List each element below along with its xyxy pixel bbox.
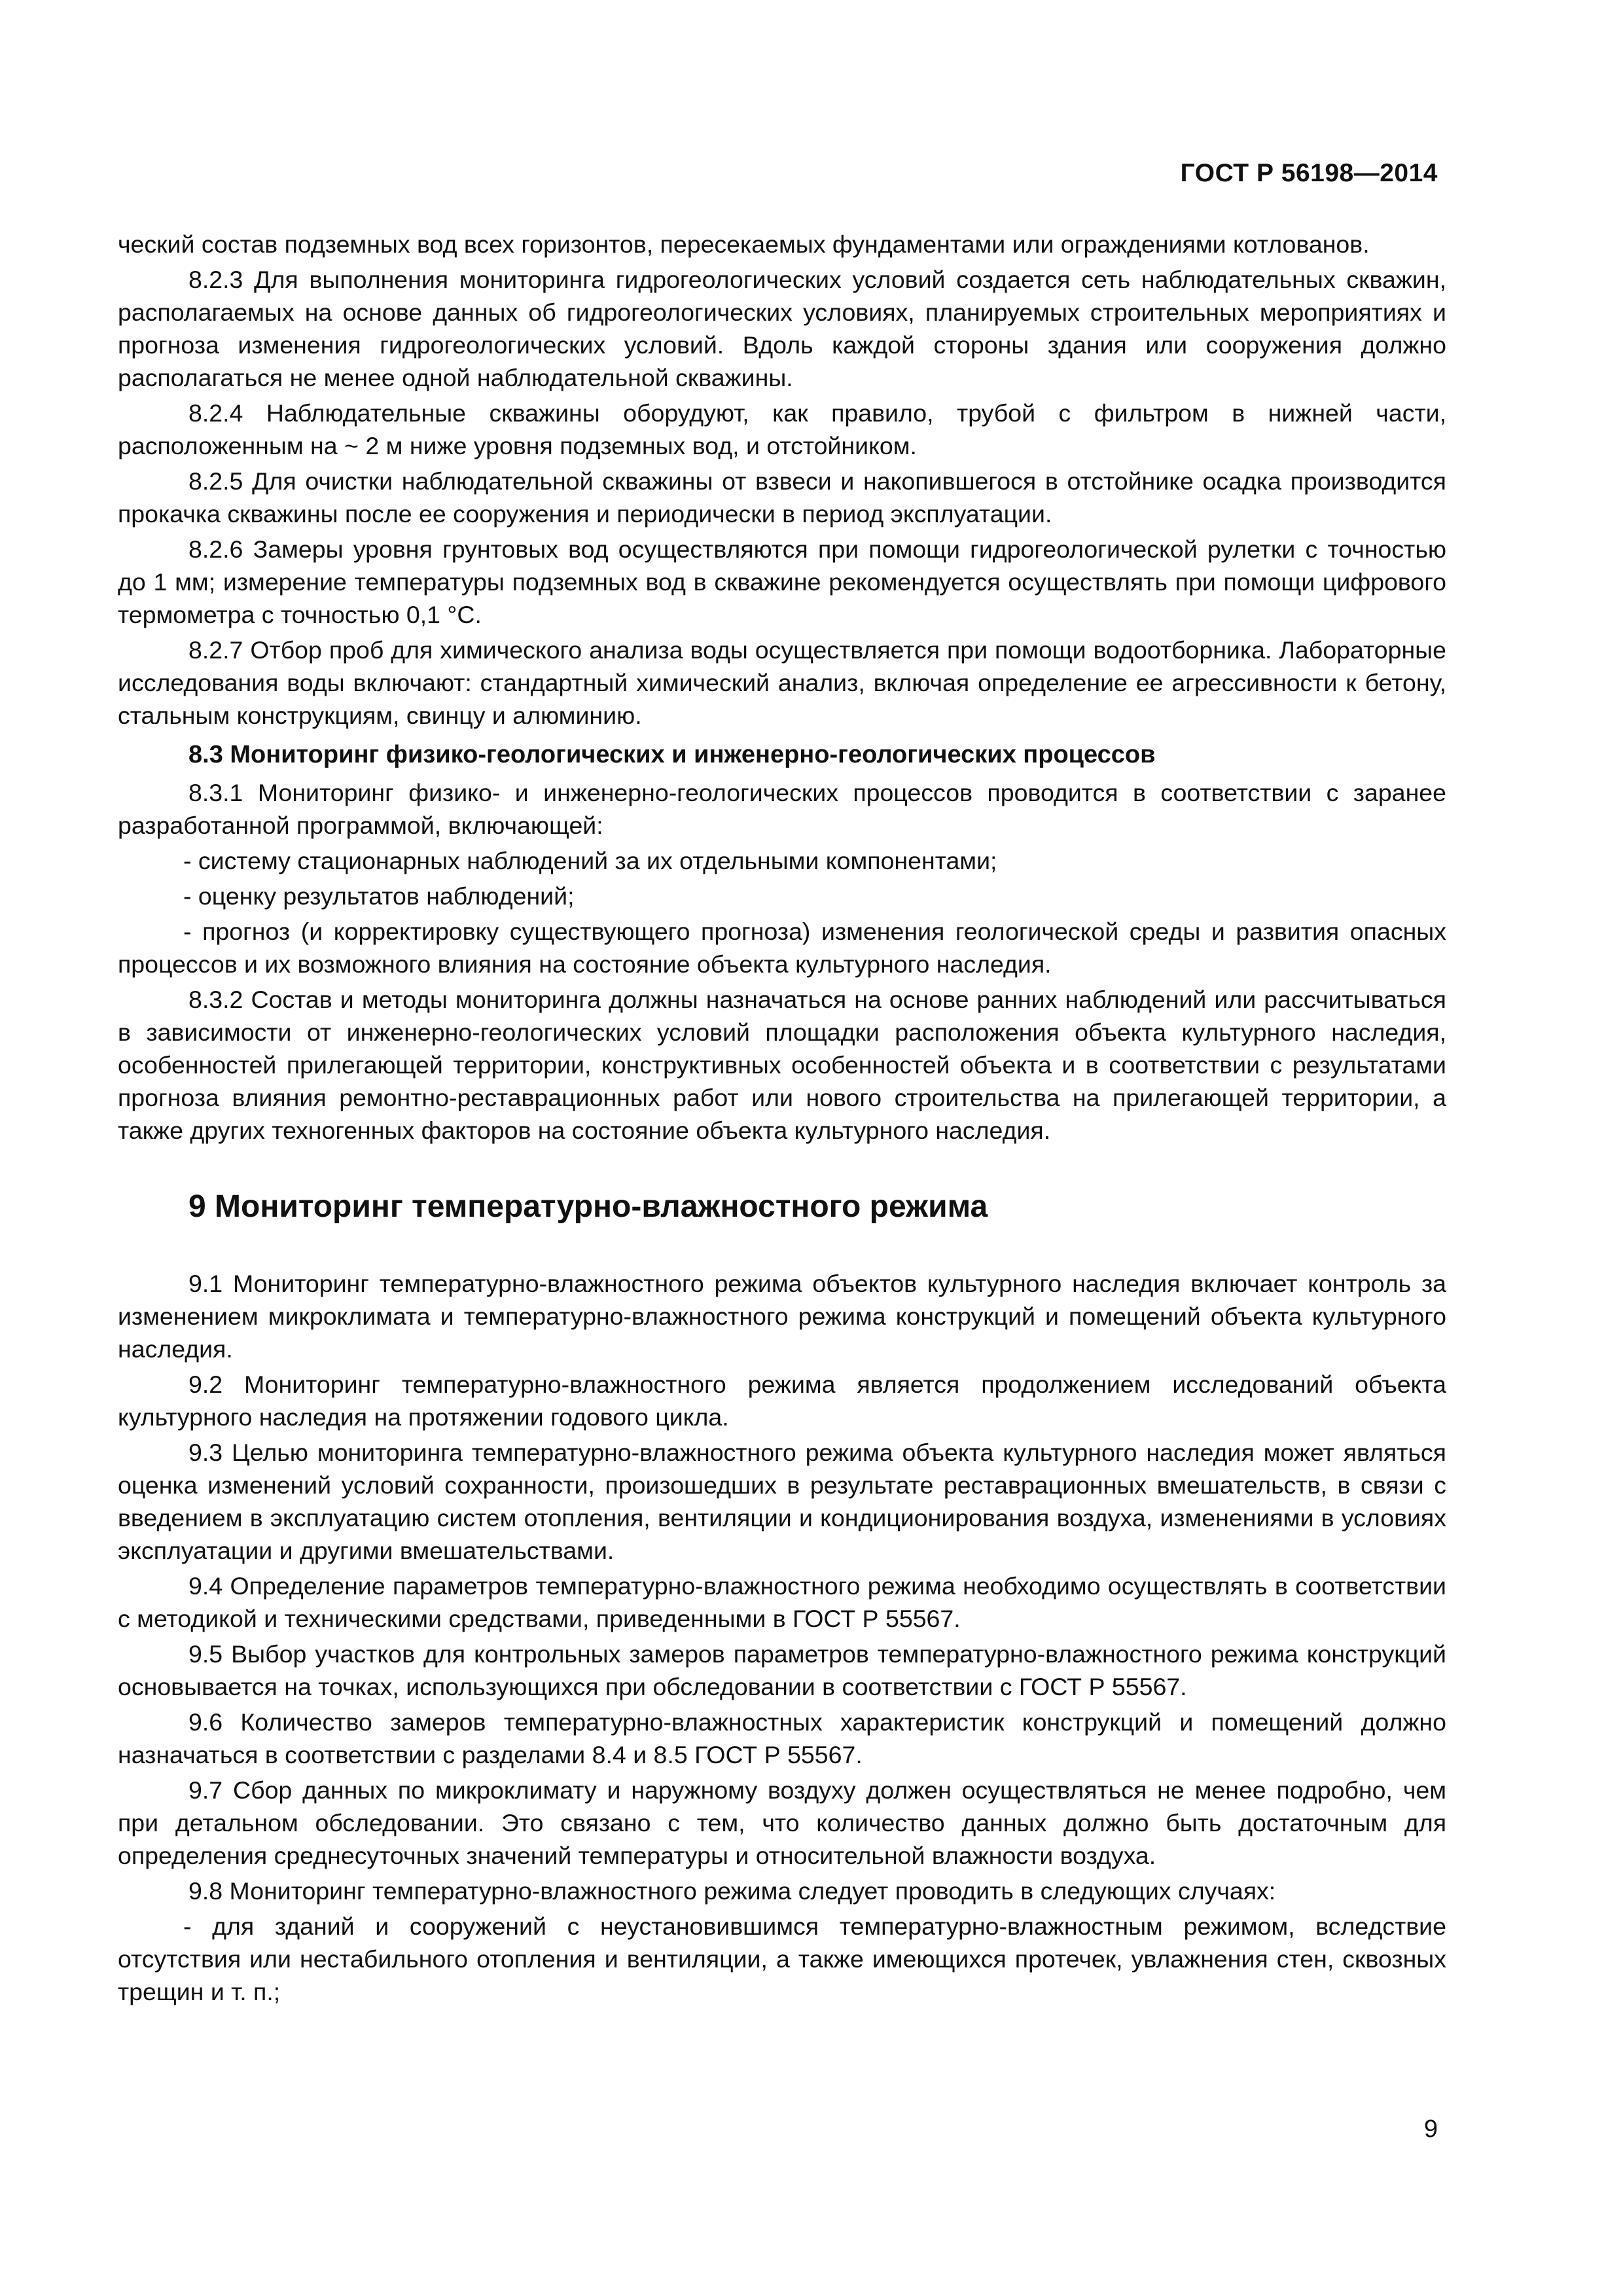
- paragraph-8-2-7: 8.2.7 Отбор проб для химического анализа воды осуществляется при помощи водоотборника. Лабораторные исследования воды включают: стандартный химический анализ, включая определение ее агрессивности к бетону, стальным конструкциям, свинцу и алюминию.: [118, 636, 1446, 729]
- list-item: - оценку результатов наблюдений;: [183, 882, 575, 910]
- paragraph-9-3: 9.3 Целью мониторинга температурно-влажностного режима объекта культурного наследия может являться оценка изменений условий сохранности, произошедших в результате реставрационных вмешательств, в связи с введением в эксплуатацию систем отопления, вентиляции и кондиционирования воздуха, изменениями в условиях эксплуатации и другими вмешательствами.: [118, 1439, 1446, 1564]
- list-item: - для зданий и сооружений с неустановившимся температурно-влажностным режимом, вследствие отсутствия или нестабильного отопления и вентиляции, а также имеющихся протечек, увлажнения стен, сквозных трещин и т. п.;: [118, 1912, 1446, 2005]
- list-item: - систему стационарных наблюдений за их отдельными компонентами;: [183, 847, 997, 874]
- paragraph-8-2-4: 8.2.4 Наблюдательные скважины оборудуют, как правило, трубой с фильтром в нижней части, расположенным на ~ 2 м ниже уровня подземных вод, и отстойником.: [118, 399, 1446, 459]
- list-item: - прогноз (и корректировку существующего прогноза) изменения геологической среды и развития опасных процессов и их возможного влияния на состояние объекта культурного наследия.: [118, 918, 1446, 978]
- paragraph-8-3-1: 8.3.1 Мониторинг физико- и инженерно-геологических процессов проводится в соответствии с заранее разработанной программой, включающей:: [118, 779, 1446, 839]
- paragraph-8-2-3: 8.2.3 Для выполнения мониторинга гидрогеологических условий создается сеть наблюдательных скважин, располагаемых на основе данных об гидрогеологических условиях, планируемых строительных мероприятиях и прогноза изменения гидрогеологических условий. Вдоль каждой стороны здания или сооружения должно располагаться не менее одной наблюдательной скважины.: [118, 266, 1446, 391]
- paragraph-8-3-2: 8.3.2 Состав и методы мониторинга должны назначаться на основе ранних наблюдений или рассчитываться в зависимости от инженерно-геологических условий площадки расположения объекта культурного наследия, особенностей прилегающей территории, конструктивных особенностей объекта и в соответствии с результатами прогноза влияния ремонтно-реставрационных работ или нового строительства на прилегающей территории, а также других техногенных факторов на состояние объекта культурного наследия.: [118, 986, 1446, 1144]
- paragraph-continuation: ческий состав подземных вод всех горизонтов, пересекаемых фундаментами или ограждениями котлованов.: [118, 230, 1370, 258]
- standard-code-header: ГОСТ Р 56198—2014: [1180, 159, 1438, 187]
- paragraph-9-1: 9.1 Мониторинг температурно-влажностного режима объектов культурного наследия включает контроль за изменением микроклимата и температурно-влажностного режима конструкций и помещений объекта культурного наследия.: [118, 1270, 1446, 1363]
- paragraph-8-2-5: 8.2.5 Для очистки наблюдательной скважины от взвеси и накопившегося в отстойнике осадка производится прокачка скважины после ее сооружения и периодически в период эксплуатации.: [118, 467, 1446, 528]
- paragraph-9-8: 9.8 Мониторинг температурно-влажностного режима следует проводить в следующих случаях:: [188, 1877, 1276, 1905]
- section-heading-9: 9 Мониторинг температурно-влажностного режима: [188, 1189, 988, 1224]
- paragraph-9-2: 9.2 Мониторинг температурно-влажностного режима является продолжением исследований объекта культурного наследия на протяжении годового цикла.: [118, 1371, 1446, 1431]
- paragraph-9-6: 9.6 Количество замеров температурно-влажностных характеристик конструкций и помещений должно назначаться в соответствии с разделами 8.4 и 8.5 ГОСТ Р 55567.: [118, 1708, 1446, 1768]
- paragraph-8-2-6: 8.2.6 Замеры уровня грунтовых вод осуществляются при помощи гидрогеологической рулетки с точностью до 1 мм; измерение температуры подземных вод в скважине рекомендуется осуществлять при помощи цифрового термометра с точностью 0,1 °С.: [118, 535, 1446, 628]
- paragraph-9-7: 9.7 Сбор данных по микроклимату и наружному воздуху должен осуществляться не менее подробно, чем при детальном обследовании. Это связано с тем, что количество данных должно быть достаточным для определения среднесуточных значений температуры и относительной влажности воздуха.: [118, 1776, 1446, 1869]
- document-body: [118, 228, 1446, 2008]
- paragraph-9-4: 9.4 Определение параметров температурно-влажностного режима необходимо осуществлять в соответствии с методикой и техническими средствами, приведенными в ГОСТ Р 55567.: [118, 1572, 1446, 1632]
- paragraph-9-5: 9.5 Выбор участков для контрольных замеров параметров температурно-влажностного режима конструкций основывается на точках, использующихся при обследовании в соответствии с ГОСТ Р 55567.: [118, 1640, 1446, 1700]
- page-number: 9: [1423, 2115, 1438, 2143]
- section-heading-8-3: 8.3 Мониторинг физико-геологических и инженерно-геологических процессов: [188, 741, 1156, 768]
